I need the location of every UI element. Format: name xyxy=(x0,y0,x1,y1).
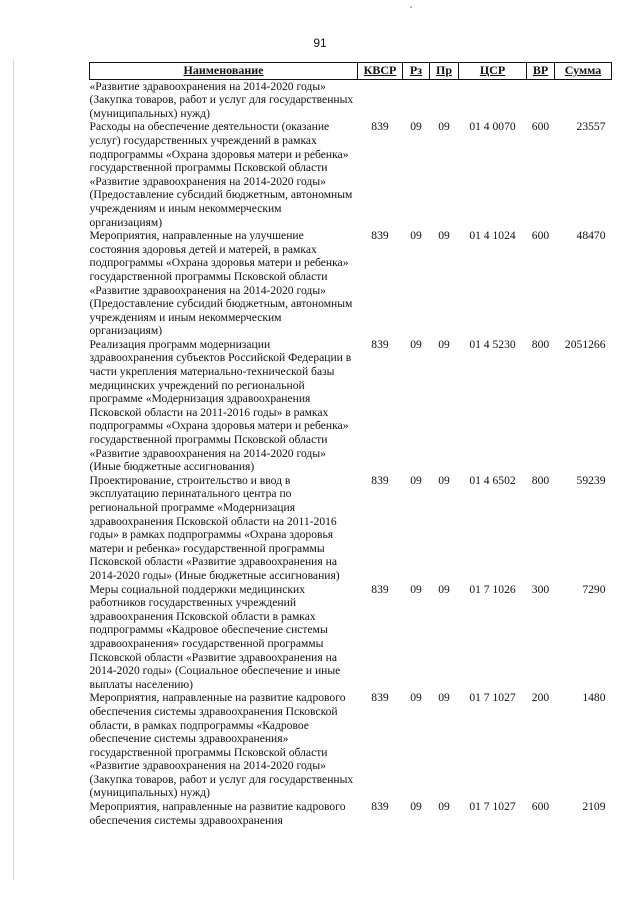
row-name: «Развитие здравоохранения на 2014-2020 годы» (Закупка товаров, работ и услуг для государственных (муниципальных) нужд) xyxy=(89,79,354,120)
row-sum: 7290 xyxy=(582,582,606,596)
row-csr: 01 4 5230 xyxy=(469,337,516,351)
row-sum xyxy=(555,79,612,120)
row-sum: 2051266 xyxy=(564,337,606,351)
row-sum: 48470 xyxy=(576,229,606,243)
table-row xyxy=(90,800,612,827)
table-header-row xyxy=(90,63,612,80)
header-pr: Пр xyxy=(430,63,459,80)
row-sum: 2109 xyxy=(582,800,606,814)
row-pr: 09 xyxy=(438,229,450,243)
row-kvsr xyxy=(358,79,403,120)
row-pr xyxy=(430,79,459,120)
row-rz: 09 xyxy=(410,473,422,487)
table-row xyxy=(90,229,612,338)
row-csr: 01 4 1024 xyxy=(469,229,516,243)
header-vr: ВР xyxy=(527,63,555,80)
table-row xyxy=(90,691,612,800)
row-name: Мероприятия, направленные на развитие кадрового обеспечения системы здравоохранения xyxy=(89,800,346,827)
row-pr: 09 xyxy=(438,337,450,351)
table-row xyxy=(90,583,612,692)
row-name: Расходы на обеспечение деятельности (оказание услуг) государственных учреждений в рамках подпрограммы «Охрана здоровья матери и ребенка» государственной программы Псковской области «Развитие здравоохранения на 2014-2020 годы» (Предоставление субсидий бюджетным, автономным учреждениям и иным некоммерческим организациям) xyxy=(89,120,353,229)
row-rz: 09 xyxy=(410,800,422,814)
row-vr: 600 xyxy=(531,229,550,243)
row-csr: 01 7 1027 xyxy=(469,691,516,705)
table-row xyxy=(90,474,612,583)
table-row xyxy=(90,120,612,229)
row-kvsr: 839 xyxy=(371,337,389,351)
row-rz: 09 xyxy=(410,582,422,596)
scan-edge-line xyxy=(13,60,14,880)
budget-table xyxy=(89,62,612,827)
row-vr: 200 xyxy=(531,691,550,705)
row-rz: 09 xyxy=(410,691,422,705)
header-sum: Сумма xyxy=(555,63,612,80)
row-pr: 09 xyxy=(438,582,450,596)
table-row xyxy=(90,79,612,120)
row-vr: 600 xyxy=(531,800,550,814)
row-csr: 01 7 1027 xyxy=(469,800,516,814)
row-vr: 800 xyxy=(531,337,550,351)
row-kvsr: 839 xyxy=(371,800,389,814)
header-kvsr: КВСР xyxy=(358,63,403,80)
row-sum: 1480 xyxy=(582,691,606,705)
row-name: Мероприятия, направленные на улучшение состояния здоровья детей и матерей, в рамках подпрограммы «Охрана здоровья матери и ребенка» государственной программы Псковской области «Развитие здравоохранения на 2014-2020 годы» (Предоставление субсидий бюджетным, автономным учреждениям и иным некоммерческим организациям) xyxy=(89,229,353,338)
row-pr: 09 xyxy=(438,800,450,814)
row-csr xyxy=(459,79,527,120)
row-pr: 09 xyxy=(438,120,450,134)
row-sum: 59239 xyxy=(576,473,606,487)
row-vr xyxy=(527,79,555,120)
row-name: Меры социальной поддержки медицинских работников государственных учреждений здравоохранения Псковской области в рамках подпрограммы «Кадровое обеспечение системы здравоохранения» государственной программы Псковской области «Развитие здравоохранения на 2014-2020 годы» (Социальное обеспечение и иные выплаты населению) xyxy=(89,582,341,691)
row-kvsr: 839 xyxy=(371,582,389,596)
row-rz: 09 xyxy=(410,229,422,243)
row-csr: 01 7 1026 xyxy=(469,582,516,596)
row-name: Реализация программ модернизации здравоохранения субъектов Российской Федерации в части укрепления материально-технической базы медицинских учреждений по региональной программе «Модернизация здравоохранения Псковской области на 2011-2016 годы» в рамках подпрограммы «Охрана здоровья матери и ребенка» государственной программы Псковской области «Развитие здравоохранения на 2014-2020 годы» (Иные бюджетные ассигнования) xyxy=(89,337,352,474)
row-pr: 09 xyxy=(438,691,450,705)
scan-speck xyxy=(410,6,412,8)
row-kvsr: 839 xyxy=(371,229,389,243)
header-rz: Рз xyxy=(403,63,430,80)
header-csr: ЦСР xyxy=(459,63,527,80)
row-vr: 300 xyxy=(531,582,550,596)
row-name: Проектирование, строительство и ввод в эксплуатацию перинатального центра по региональной программе «Модернизация здравоохранения Псковской области на 2011-2016 годы» в рамках подпрограммы «Охрана здоровья матери и ребенка» государственной программы Псковской области «Развитие здравоохранения на 2014-2020 годы» (Иные бюджетные ассигнования) xyxy=(89,473,340,582)
row-kvsr: 839 xyxy=(371,473,389,487)
row-sum: 23557 xyxy=(576,120,606,134)
row-kvsr: 839 xyxy=(371,120,389,134)
row-vr: 800 xyxy=(531,473,550,487)
table-row xyxy=(90,338,612,474)
row-rz: 09 xyxy=(410,337,422,351)
row-rz: 09 xyxy=(410,120,422,134)
row-name: Мероприятия, направленные на развитие кадрового обеспечения системы здравоохранения Псковской области, в рамках подпрограммы «Кадровое обеспечение системы здравоохранения» государственной программы Псковской области «Развитие здравоохранения на 2014-2020 годы» (Закупка товаров, работ и услуг для государственных (муниципальных) нужд) xyxy=(89,691,354,800)
row-pr: 09 xyxy=(438,473,450,487)
header-name: Наименование xyxy=(90,63,358,80)
row-rz xyxy=(403,79,430,120)
row-csr: 01 4 6502 xyxy=(469,473,516,487)
row-vr: 600 xyxy=(531,120,550,134)
page-number: 91 xyxy=(313,36,327,50)
row-kvsr: 839 xyxy=(371,691,389,705)
row-csr: 01 4 0070 xyxy=(469,120,516,134)
